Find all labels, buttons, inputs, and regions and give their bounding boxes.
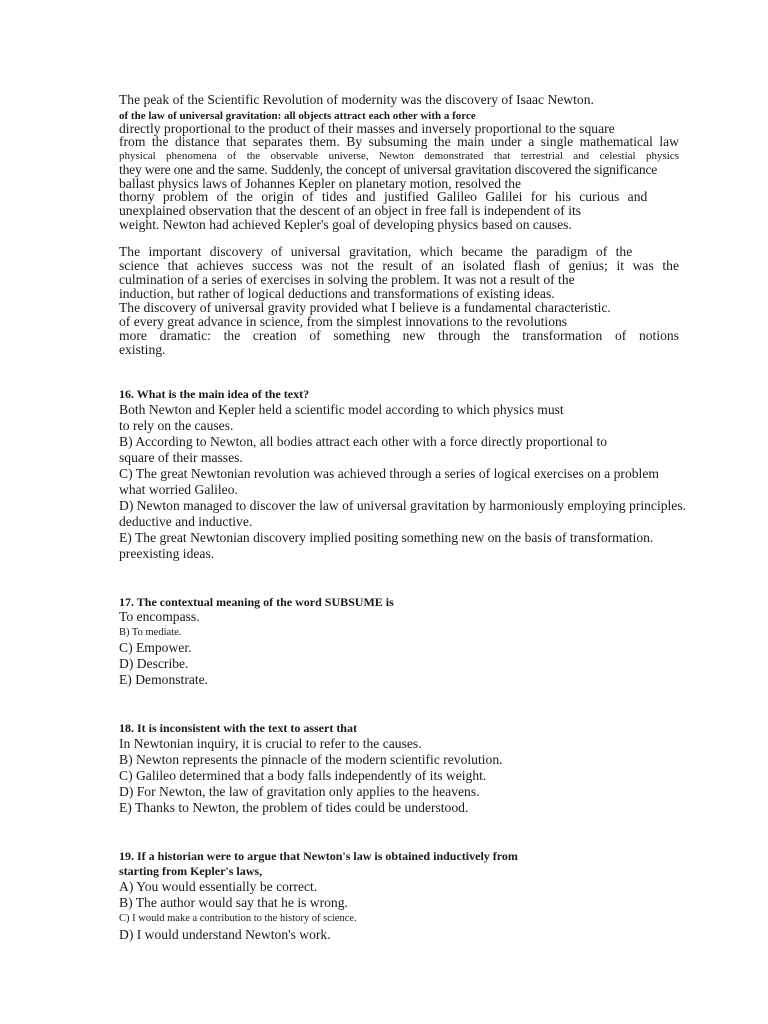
passage-line: of every great advance in science, from the simplest innovations to the revolutions	[119, 314, 568, 329]
question-stem: 17. The contextual meaning of the word SUBSUME is	[119, 595, 394, 609]
answer-option: D) Newton managed to discover the law of universal gravitation by harmoniously employing principles.	[119, 498, 687, 513]
answer-option: B) The author would say that he is wrong.	[119, 895, 348, 910]
answer-option: E) Thanks to Newton, the problem of tides could be understood.	[119, 800, 469, 815]
passage-line: existing.	[119, 342, 166, 357]
answer-option: square of their masses.	[119, 450, 243, 465]
passage-line: unexplained observation that the descent of an object in free fall is independent of its	[119, 203, 582, 218]
answer-option: preexisting ideas.	[119, 546, 215, 561]
passage-line: The important discovery of universal gravitation, which became the paradigm of the	[119, 244, 633, 259]
question-stem: 19. If a historian were to argue that Newton's law is obtained inductively from	[119, 849, 518, 863]
answer-option: deductive and inductive.	[119, 514, 253, 529]
passage-line: induction, but rather of logical deductions and transformations of existing ideas.	[119, 286, 555, 301]
answer-option: Both Newton and Kepler held a scientific model according to which physics must	[119, 402, 564, 417]
answer-option: D) Describe.	[119, 656, 189, 671]
passage-line: directly proportional to the product of their masses and inversely proportional to the square	[119, 121, 615, 136]
answer-option: D) For Newton, the law of gravitation only applies to the heavens.	[119, 784, 480, 799]
passage-line: thorny problem of the origin of tides and justified Galileo Galilei for his curious and	[119, 189, 648, 204]
answer-option: C) Empower.	[119, 640, 192, 655]
answer-option: what worried Galileo.	[119, 482, 238, 497]
answer-option: B) According to Newton, all bodies attract each other with a force directly proportional to	[119, 434, 608, 449]
passage-line: The discovery of universal gravity provided what I believe is a fundamental characteristic.	[119, 300, 611, 315]
answer-option: B) Newton represents the pinnacle of the modern scientific revolution.	[119, 752, 503, 767]
question-stem: 18. It is inconsistent with the text to assert that	[119, 721, 357, 735]
question-stem: 16. What is the main idea of the text?	[119, 387, 310, 401]
passage-line: weight. Newton had achieved Kepler's goal of developing physics based on causes.	[119, 217, 572, 232]
question-stem: starting from Kepler's laws,	[119, 864, 263, 878]
answer-option: D) I would understand Newton's work.	[119, 927, 331, 942]
answer-option: C) I would make a contribution to the history of science.	[119, 913, 357, 924]
passage-line: science that achieves success was not the result of an isolated flash of genius; it was the	[119, 258, 679, 273]
answer-option: E) The great Newtonian discovery implied positing something new on the basis of transformation.	[119, 530, 654, 545]
answer-option: B) To mediate.	[119, 627, 182, 638]
answer-option: C) The great Newtonian revolution was achieved through a series of logical exercises on a problem	[119, 466, 659, 481]
passage-line: culmination of a series of exercises in solving the problem. It was not a result of the	[119, 272, 575, 287]
answer-option: to rely on the causes.	[119, 418, 234, 433]
answer-option: A) You would essentially be correct.	[119, 879, 318, 894]
passage-line: The peak of the Scientific Revolution of modernity was the discovery of Isaac Newton.	[119, 92, 594, 107]
answer-option: To encompass.	[119, 609, 200, 624]
answer-option: E) Demonstrate.	[119, 672, 209, 687]
passage-line: they were one and the same. Suddenly, the concept of universal gravitation discovered the significance	[119, 162, 658, 177]
answer-option: C) Galileo determined that a body falls independently of its weight.	[119, 768, 487, 783]
passage-line: of the law of universal gravitation: all objects attract each other with a force	[119, 110, 476, 122]
passage-line: physical phenomena of the observable universe, Newton demonstrated that terrestrial and celestial physics	[119, 150, 679, 162]
passage-line: ballast physics laws of Johannes Kepler on planetary motion, resolved the	[119, 176, 522, 191]
passage-line: more dramatic: the creation of something new through the transformation of notions	[119, 328, 679, 343]
passage-line: from the distance that separates them. By subsuming the main under a single mathematical law	[119, 134, 679, 149]
answer-option: In Newtonian inquiry, it is crucial to refer to the causes.	[119, 736, 422, 751]
